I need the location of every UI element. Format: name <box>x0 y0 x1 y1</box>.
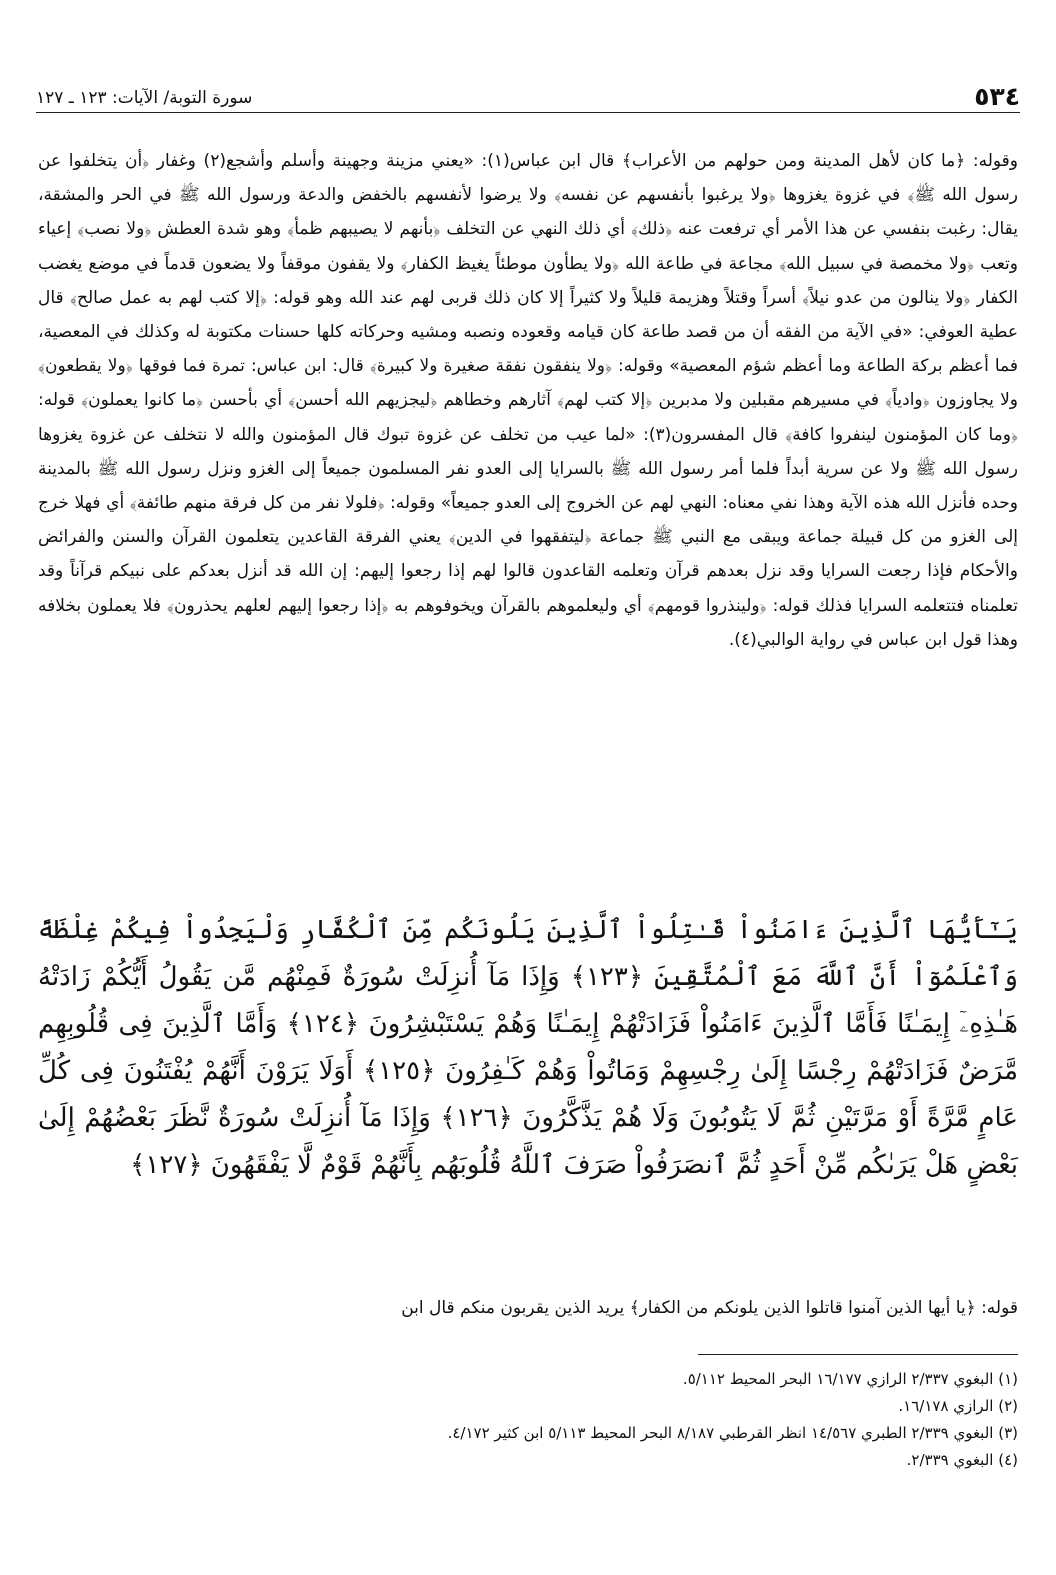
footnote-item: (٣) البغوي ٢/٣٣٩ الطبري ١٤/٥٦٧ انظر القرطبي ٨/١٨٧ البحر المحيط ٥/١١٣ ابن كثير ٤/١٧٢. <box>447 1424 1018 1442</box>
footnote-item: (١) البغوي ٢/٣٣٧ الرازي ١٦/١٧٧ البحر المحيط ٥/١١٢. <box>682 1370 1018 1388</box>
footnote-item: (٤) البغوي ٢/٣٣٩. <box>906 1451 1018 1469</box>
quran-verses: يَـٰٓأَيُّهَا ٱلَّذِينَ ءَامَنُواْ قَـٰتِلُواْ ٱلَّذِينَ يَلُونَكُم مِّنَ ٱلْكُفَّارِ وَلْيَجِدُواْ فِيكُمْ غِلْظَةً وَٱعْلَمُوٓاْ أَنَّ ٱللَّهَ مَعَ ٱلْمُتَّقِينَ ﴿١٢٣﴾ وَإِذَا مَآ أُنزِلَتْ سُورَةٌ فَمِنْهُم مَّن يَقُولُ أَيُّكُمْ زَادَتْهُ هَـٰذِهِۦٓ إِيمَـٰنًا فَأَمَّا ٱلَّذِينَ ءَامَنُواْ فَزَادَتْهُمْ إِيمَـٰنًا وَهُمْ يَسْتَبْشِرُونَ ﴿١٢٤﴾ وَأَمَّا ٱلَّذِينَ فِى قُلُوبِهِم مَّرَضٌ فَزَادَتْهُمْ رِجْسًا إِلَىٰ رِجْسِهِمْ وَمَاتُواْ وَهُمْ كَـٰفِرُونَ ﴿١٢٥﴾ أَوَلَا يَرَوْنَ أَنَّهُمْ يُفْتَنُونَ فِى كُلِّ عَامٍ مَّرَّةً أَوْ مَرَّتَيْنِ ثُمَّ لَا يَتُوبُونَ وَلَا هُمْ يَذَّكَّرُونَ ﴿١٢٦﴾ وَإِذَا مَآ أُنزِلَتْ سُورَةٌ نَّظَرَ بَعْضُهُمْ إِلَىٰ بَعْضٍ هَلْ يَرَىٰكُم مِّنْ أَحَدٍ ثُمَّ ٱنصَرَفُواْ صَرَفَ ٱللَّهُ قُلُوبَهُم بِأَنَّهُمْ قَوْمٌ لَّا يَفْقَهُونَ ﴿١٢٧﴾ <box>38 915 1018 1180</box>
footnote-divider <box>698 1354 1018 1355</box>
footnotes-list <box>258 1366 1018 1474</box>
commentary-continuation: قوله: ﴿يا أيها الذين آمنوا قاتلوا الذين يلونكم من الكفار﴾ يريد الذين يقربون منكم قال ابن <box>401 1298 1018 1318</box>
page-header <box>36 82 1020 113</box>
running-title: سورة التوبة/ الآيات: ١٢٣ ـ ١٢٧ <box>36 88 258 108</box>
commentary-text: وقوله: ﴿ما كان لأهل المدينة ومن حولهم من الأعراب﴾ قال ابن عباس(١): «يعني مزينة وجهينة وأسلم وأشجع(٢) وغفار ﴿أن يتخلفوا عن رسول الله ﷺ﴾ في غزوة يغزوها ﴿ولا يرغبوا بأنفسهم عن نفسه﴾ ولا يرضوا لأنفسهم بالخفض والدعة ورسول الله ﷺ في الحر والمشقة، يقال: رغبت بنفسي عن هذا الأمر أي ترفعت عنه ﴿ذلك﴾ أي ذلك النهي عن التخلف ﴿بأنهم لا يصيبهم ظمأ﴾ وهو شدة العطش ﴿ولا نصب﴾ إعياء وتعب ﴿ولا مخمصة في سبيل الله﴾ مجاعة في طاعة الله ﴿ولا يطأون موطئاً يغيظ الكفار﴾ ولا يقفون موقفاً ولا يضعون قدماً في موضع يغضب الكفار ﴿ولا ينالون من عدو نيلاً﴾ أسراً وقتلاً وهزيمة قليلاً ولا كثيراً إلا كان ذلك قربى لهم عند الله وهو قوله: ﴿إلا كتب لهم به عمل صالح﴾ قال عطية العوفي: «في الآية من الفقه أن من قصد طاعة كان قيامه وقعوده ونصبه ومشيه وحركاته كلها حسنات مكتوبة له وكذلك في المعصية، فما أعظم بركة الطاعة وما أعظم شؤم المعصية» وقوله: ﴿ولا ينفقون نفقة صغيرة ولا كبيرة﴾ قال: ابن عباس: تمرة فما فوقها ﴿ولا يقطعون﴾ ولا يجاوزون ﴿وادياً﴾ في مسيرهم مقبلين ولا مدبرين ﴿إلا كتب لهم﴾ آثارهم وخطاهم ﴿ليجزيهم الله أحسن﴾ أي بأحسن ﴿ما كانوا يعملون﴾ قوله: ﴿وما كان المؤمنون لينفروا كافة﴾ قال المفسرون(٣): «لما عيب من تخلف عن غزوة تبوك قال المؤمنون والله لا نتخلف عن غزوة يغزوها رسول الله ﷺ ولا عن سرية أبداً فلما أمر رسول الله ﷺ بالسرايا إلى العدو نفر المسلمون جميعاً إلى الغزو ونزل رسول الله ﷺ بالمدينة وحده فأنزل الله هذه الآية وهذا نفي معناه: النهي لهم عن الخروج إلى العدو جميعاً» وقوله: ﴿فلولا نفر من كل فرقة منهم طائفة﴾ أي فهلا خرج إلى الغزو من كل قبيلة جماعة ويبقى مع النبي ﷺ جماعة ﴿ليتفقهوا في الدين﴾ يعني الفرقة القاعدين يتعلمون القرآن والسنن والفرائض والأحكام فإذا رجعت السرايا وقد نزل بعدهم قرآن وتعلمه القاعدون قالوا لهم إذا رجعوا إليهم: إن الله قد أنزل بعدكم على نبيكم قرآناً وقد تعلمناه فتتعلمه السرايا فذلك قوله: ﴿ولينذروا قومهم﴾ أي وليعلموهم بالقرآن ويخوفوهم به ﴿إذا رجعوا إليهم لعلهم يحذرون﴾ فلا يعملون بخلافه وهذا قول ابن عباس في رواية الوالبي(٤). <box>38 151 1018 650</box>
footnote-item: (٢) الرازي ١٦/١٧٨. <box>898 1397 1018 1415</box>
page-number: ٥٣٤ <box>974 82 1020 111</box>
